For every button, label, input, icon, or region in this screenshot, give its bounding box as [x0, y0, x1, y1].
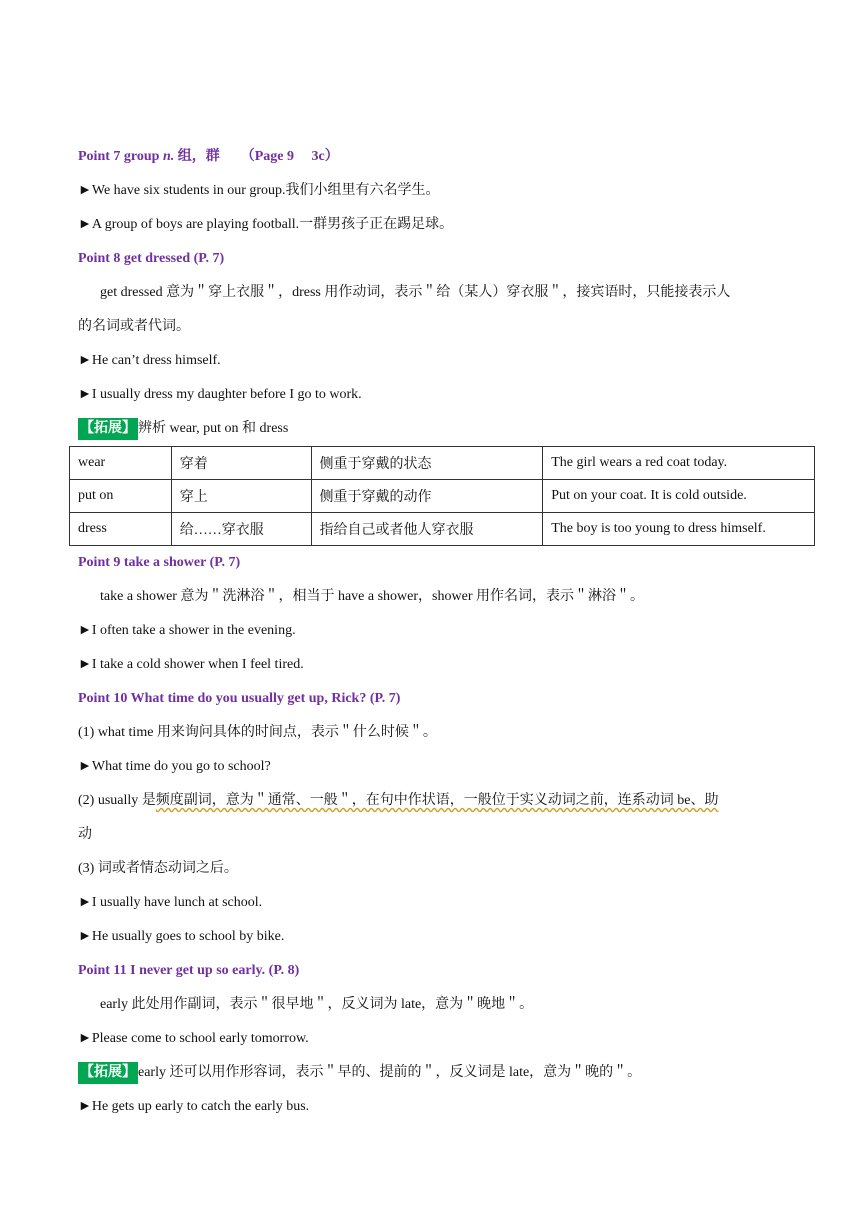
arrow-icon: ► — [78, 759, 92, 774]
extension-line — [78, 1056, 785, 1090]
point10-note-3: (3) 词或者情态动词之后。 — [78, 861, 238, 876]
example-line — [78, 344, 785, 378]
arrow-icon: ► — [78, 929, 92, 944]
table-cell: dress — [70, 513, 172, 546]
example-text: I usually dress my daughter before I go to work. — [91, 387, 362, 402]
table-cell: 穿着 — [171, 447, 311, 480]
arrow-icon: ► — [78, 895, 92, 910]
example-text: He usually goes to school by bike. — [91, 929, 285, 944]
example-text: What time do you go to school? — [91, 759, 271, 774]
point8-description-cont: 的名词或者代词。 — [78, 319, 190, 334]
extension-tag: 【拓展】 — [78, 418, 138, 440]
table-row — [70, 480, 815, 513]
example-text: I take a cold shower when I feel tired. — [91, 657, 304, 672]
table-cell: The boy is too young to dress himself. — [543, 513, 815, 546]
point10-note-1: (1) what time 用来询问具体的时间点，表示＂什么时候＂。 — [78, 725, 437, 740]
arrow-icon: ► — [78, 1099, 92, 1114]
example-text: I usually have lunch at school. — [91, 895, 263, 910]
arrow-icon: ► — [78, 623, 92, 638]
point10-note-2 — [78, 784, 785, 818]
example-line — [78, 886, 785, 920]
table-cell: put on — [70, 480, 172, 513]
arrow-icon: ► — [78, 353, 92, 368]
arrow-icon: ► — [78, 217, 92, 232]
table-cell: 指给自己或者他人穿衣服 — [311, 513, 543, 546]
example-line — [78, 1090, 785, 1124]
example-text: I often take a shower in the evening. — [91, 623, 296, 638]
example-text: A group of boys are playing football.一群男孩子正在踢足球。 — [91, 217, 454, 232]
table-cell: The girl wears a red coat today. — [543, 447, 815, 480]
table-cell: Put on your coat. It is cold outside. — [543, 480, 815, 513]
arrow-icon: ► — [78, 183, 92, 198]
point9-heading: Point 9 take a shower (P. 7) — [78, 555, 241, 570]
table-row — [70, 447, 815, 480]
point9-description: take a shower 意为＂洗淋浴＂，相当于 have a shower，shower 用作名词，表示＂淋浴＂。 — [100, 589, 644, 604]
note-text: (2) usually 是 — [78, 793, 156, 808]
point8-heading: Point 8 get dressed (P. 7) — [78, 251, 225, 266]
point7-heading — [78, 140, 785, 174]
point7-heading-pos: n. — [162, 149, 175, 164]
document-content — [78, 140, 785, 1124]
arrow-icon: ► — [78, 1031, 92, 1046]
note-text-marked: 频度副词，意为＂通常、一般＂，在句中作状语，一般位于实义动词之前，连系动词 be、助 — [155, 793, 719, 808]
example-line — [78, 1022, 785, 1056]
arrow-icon: ► — [78, 657, 92, 672]
point10-heading: Point 10 What time do you usually get up, Rick? (P. 7) — [78, 691, 401, 706]
example-text: Please come to school early tomorrow. — [91, 1031, 309, 1046]
extension-text: early 还可以用作形容词，表示＂早的、提前的＂，反义词是 late，意为＂晚的＂。 — [138, 1065, 642, 1080]
example-line — [78, 174, 785, 208]
example-text: He can’t dress himself. — [91, 353, 221, 368]
table-cell: wear — [70, 447, 172, 480]
arrow-icon: ► — [78, 387, 92, 402]
table-cell: 给……穿衣服 — [171, 513, 311, 546]
example-line — [78, 750, 785, 784]
extension-text: 辨析 wear, put on 和 dress — [138, 421, 289, 436]
table-cell: 穿上 — [171, 480, 311, 513]
point7-heading-text: Point 7 group — [78, 149, 163, 164]
table-cell: 侧重于穿戴的状态 — [311, 447, 543, 480]
example-line — [78, 920, 785, 954]
example-text: We have six students in our group.我们小组里有六名学生。 — [91, 183, 440, 198]
example-text: He gets up early to catch the early bus. — [91, 1099, 310, 1114]
table-row — [70, 513, 815, 546]
point8-description: get dressed 意为＂穿上衣服＂，dress 用作动词，表示＂给（某人）穿衣服＂，接宾语时，只能接表示人 — [100, 285, 731, 300]
example-line — [78, 614, 785, 648]
comparison-table — [69, 446, 815, 546]
extension-line — [78, 412, 785, 446]
point7-heading-meaning: 组，群 （Page 9 3c） — [174, 149, 339, 164]
example-line — [78, 208, 785, 242]
extension-tag: 【拓展】 — [78, 1062, 138, 1084]
point10-note-2-cont: 动 — [78, 827, 92, 842]
table-cell: 侧重于穿戴的动作 — [311, 480, 543, 513]
point11-heading: Point 11 I never get up so early. (P. 8) — [78, 963, 300, 978]
point11-description: early 此处用作副词，表示＂很早地＂，反义词为 late，意为＂晚地＂。 — [100, 997, 534, 1012]
example-line — [78, 378, 785, 412]
example-line — [78, 648, 785, 682]
